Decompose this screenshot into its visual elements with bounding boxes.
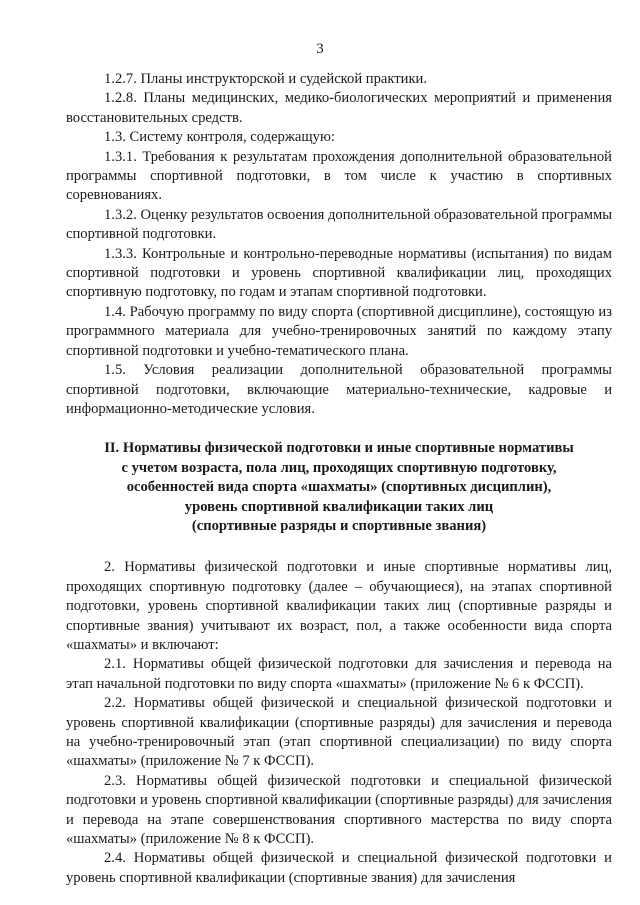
paragraph-1-2-7: 1.2.7. Планы инструкторской и судейской практики.	[104, 71, 427, 87]
section-heading-line: II. Нормативы физической подготовки и иные спортивные нормативы	[104, 440, 574, 457]
section-heading-line: (спортивные разряды и спортивные звания)	[191, 517, 487, 534]
paragraph-2-2: 2.2. Нормативы общей физической и специальной физической подготовки и уровень спортивной квалификации (спортивные разряды) для зачисления и перевода на учебно-тренировочный этап (этап спортивной специализации) по виду спорта «шахматы» (приложение № 7 к ФССП).	[66, 695, 612, 770]
paragraph-1-4: 1.4. Рабочую программу по виду спорта (спортивной дисциплине), состоящую из программного материала для учебно-тренировочных занятий по каждому этапу спортивной подготовки и учебно-тематического плана.	[66, 303, 612, 359]
page-number: 3	[316, 41, 324, 57]
paragraph-1-5: 1.5. Условия реализации дополнительной образовательной программы спортивной подготовки, включающие материально-технические, кадровые и информационно-методические условия.	[66, 362, 612, 417]
paragraph-1-3-3: 1.3.3. Контрольные и контрольно-переводные нормативы (испытания) по видам спортивной подготовки и уровень спортивной квалификации лиц, проходящих спортивную подготовку, по годам и этапам спортивной подготовки.	[66, 245, 612, 301]
paragraph-1-2-8: 1.2.8. Планы медицинских, медико-биологических мероприятий и применения восстановительных средств.	[66, 90, 612, 126]
section-heading	[66, 439, 612, 536]
paragraph-1-3: 1.3. Систему контроля, содержащую:	[104, 129, 335, 146]
section-heading-line: с учетом возраста, пола лиц, проходящих спортивную подготовку,	[121, 459, 557, 476]
paragraph-1-3-2: 1.3.2. Оценку результатов освоения дополнительной образовательной программы спортивной подготовки.	[66, 206, 612, 243]
section-heading-line: уровень спортивной квалификации таких лиц	[184, 498, 494, 515]
paragraph-2: 2. Нормативы физической подготовки и иные спортивные нормативы лиц, проходящих спортивную подготовку (далее – обучающиеся), на этапах спортивной подготовки, уровень спортивной квалификации таких лиц (спортивные разряды и спортивные звания) учитывают их возраст, пол, а также особенности вида спорта «шахматы» и включают:	[66, 559, 612, 653]
document-body	[66, 70, 612, 888]
paragraph-2-3: 2.3. Нормативы общей физической подготовки и специальной физической подготовки и уровень спортивной квалификации (спортивные разряды) для зачисления и перевода на этапе совершенствования спортивного мастерства по виду спорта «шахматы» (приложение № 8 к ФССП).	[66, 772, 612, 848]
paragraph-2-4: 2.4. Нормативы общей физической и специальной физической подготовки и уровень спортивной квалификации (спортивные звания) для зачисления	[66, 850, 612, 886]
paragraph-1-3-1: 1.3.1. Требования к результатам прохождения дополнительной образовательной программы спортивной подготовки, в том числе к участию в спортивных соревнованиях.	[66, 148, 612, 204]
section-heading-line: особенностей вида спорта «шахматы» (спортивных дисциплин),	[126, 479, 552, 496]
paragraph-2-1: 2.1. Нормативы общей физической подготовки для зачисления и перевода на этап начальной подготовки по виду спорта «шахматы» (приложение № 6 к ФССП).	[66, 656, 612, 692]
